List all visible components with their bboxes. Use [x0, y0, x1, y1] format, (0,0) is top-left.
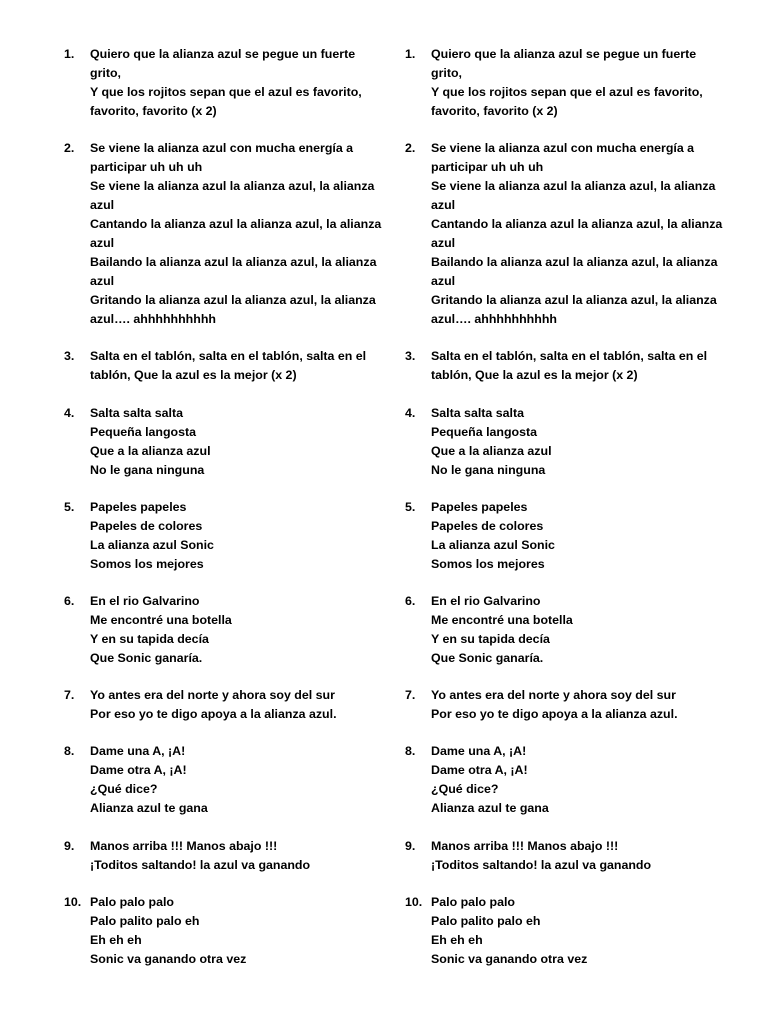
chant-line: Se viene la alianza azul con mucha energía a	[431, 141, 695, 156]
chant-item-7	[405, 686, 725, 724]
chant-line: Pequeña langosta	[431, 424, 538, 439]
chant-line: Papeles papeles	[431, 499, 528, 514]
chant-line: Dame otra A, ¡A!	[431, 763, 528, 778]
chant-line: Papeles de colores	[431, 518, 544, 533]
right-column	[405, 45, 725, 987]
chant-line: azul	[90, 274, 115, 289]
chant-line: Me encontré una botella	[431, 612, 573, 627]
chant-list-left	[64, 45, 384, 969]
chant-line: Sonic va ganando otra vez	[90, 951, 247, 966]
chant-item-1	[405, 45, 725, 121]
chant-line: Yo antes era del norte y ahora soy del sur	[431, 688, 676, 703]
chant-line: Alianza azul te gana	[90, 801, 208, 816]
chant-line: Salta en el tablón, salta en el tablón, salta en el	[90, 349, 367, 364]
chant-line: Somos los mejores	[431, 556, 545, 571]
chant-item-7	[64, 686, 384, 724]
chant-line: Eh eh eh	[90, 932, 142, 947]
chant-item-3	[405, 347, 725, 385]
chant-line: participar uh uh uh	[90, 160, 203, 175]
chant-line: Que a la alianza azul	[431, 443, 552, 458]
chant-line: No le gana ninguna	[90, 462, 205, 477]
chant-line: Cantando la alianza azul la alianza azul, la alianza	[431, 217, 723, 232]
chant-line: azul	[90, 198, 115, 213]
chant-number: 10.	[64, 894, 82, 909]
chant-number: 4.	[405, 405, 416, 420]
chant-line: Y en su tapida decía	[431, 631, 550, 646]
chant-line: En el rio Galvarino	[90, 593, 200, 608]
chant-item-2	[64, 139, 384, 329]
chant-line: Gritando la alianza azul la alianza azul, la alianza	[431, 293, 717, 308]
chant-line: Palo palo palo	[90, 894, 174, 909]
chant-item-10	[64, 893, 384, 969]
chant-line: Y que los rojitos sepan que el azul es favorito,	[431, 85, 703, 99]
chant-line: participar uh uh uh	[431, 160, 544, 175]
chant-line: Manos arriba !!! Manos abajo !!!	[90, 838, 278, 853]
chant-item-5	[64, 498, 384, 574]
chant-line: ¡Toditos saltando! la azul va ganando	[431, 857, 652, 872]
chant-line: tablón, Que la azul es la mejor (x 2)	[90, 368, 297, 383]
chant-line: Por eso yo te digo apoya a la alianza azul.	[431, 707, 678, 722]
chant-line: Gritando la alianza azul la alianza azul, la alianza	[90, 293, 376, 308]
chant-line: azul	[431, 236, 456, 251]
chant-number: 7.	[405, 688, 416, 703]
chant-line: Palo palo palo	[431, 894, 515, 909]
chant-number: 9.	[405, 838, 416, 853]
chant-item-4	[405, 404, 725, 480]
chant-item-6	[405, 592, 725, 668]
chant-line: azul	[431, 274, 456, 289]
chant-line: azul	[431, 198, 456, 213]
chant-item-1	[64, 45, 384, 121]
chant-line: Por eso yo te digo apoya a la alianza azul.	[90, 707, 337, 722]
chant-line: Palo palito palo eh	[431, 913, 541, 928]
chant-line: Dame otra A, ¡A!	[90, 763, 187, 778]
chant-number: 4.	[64, 405, 75, 420]
chant-item-9	[405, 837, 725, 875]
chant-line: ¿Qué dice?	[90, 782, 158, 797]
chant-item-10	[405, 893, 725, 969]
chant-line: Alianza azul te gana	[431, 801, 549, 816]
chant-number: 8.	[405, 744, 416, 759]
chant-line: Quiero que la alianza azul se pegue un fuerte grito,	[90, 47, 356, 80]
chant-line: No le gana ninguna	[431, 462, 546, 477]
chant-line: Papeles papeles	[90, 499, 187, 514]
chant-item-2	[405, 139, 725, 329]
chant-line: Que a la alianza azul	[90, 443, 211, 458]
chant-line: favorito, favorito (x 2)	[431, 104, 558, 118]
chant-line: Se viene la alianza azul con mucha energía a	[90, 141, 354, 156]
chant-line: favorito, favorito (x 2)	[90, 104, 217, 118]
chant-line: Me encontré una botella	[90, 612, 232, 627]
chant-line: Cantando la alianza azul la alianza azul, la alianza	[90, 217, 382, 232]
chant-number: 2.	[64, 141, 75, 156]
chant-line: Palo palito palo eh	[90, 913, 200, 928]
chant-number: 5.	[64, 499, 75, 514]
chant-item-3	[64, 347, 384, 385]
chant-line: Manos arriba !!! Manos abajo !!!	[431, 838, 619, 853]
chant-item-6	[64, 592, 384, 668]
chant-line: Se viene la alianza azul la alianza azul, la alianza	[431, 179, 716, 194]
chant-line: Quiero que la alianza azul se pegue un fuerte grito,	[431, 47, 697, 80]
chant-line: azul…. ahhhhhhhhhh	[431, 312, 557, 327]
chant-line: Que Sonic ganaría.	[431, 650, 544, 665]
chant-line: Y en su tapida decía	[90, 631, 209, 646]
chant-line: Dame una A, ¡A!	[90, 744, 186, 759]
chant-line: Dame una A, ¡A!	[431, 744, 527, 759]
chant-line: azul	[90, 236, 115, 251]
chant-number: 3.	[64, 349, 75, 364]
chant-number: 1.	[405, 47, 416, 61]
chant-number: 6.	[64, 593, 75, 608]
chant-number: 5.	[405, 499, 416, 514]
chant-line: Eh eh eh	[431, 932, 483, 947]
chant-line: Salta en el tablón, salta en el tablón, salta en el	[431, 349, 708, 364]
chant-line: tablón, Que la azul es la mejor (x 2)	[431, 368, 638, 383]
chant-item-8	[405, 742, 725, 818]
chant-line: Y que los rojitos sepan que el azul es favorito,	[90, 85, 362, 99]
chant-number: 7.	[64, 688, 75, 703]
chant-line: Sonic va ganando otra vez	[431, 951, 588, 966]
chant-number: 10.	[405, 894, 423, 909]
chant-item-9	[64, 837, 384, 875]
chant-line: En el rio Galvarino	[431, 593, 541, 608]
chant-line: azul…. ahhhhhhhhhh	[90, 312, 216, 327]
left-column	[64, 45, 384, 987]
chant-line: Salta salta salta	[90, 405, 183, 420]
chant-line: Bailando la alianza azul la alianza azul, la alianza	[431, 255, 718, 270]
chant-line: Bailando la alianza azul la alianza azul, la alianza	[90, 255, 377, 270]
chant-line: Papeles de colores	[90, 518, 203, 533]
chant-line: Se viene la alianza azul la alianza azul, la alianza	[90, 179, 375, 194]
chant-list-right	[405, 45, 725, 969]
chant-number: 8.	[64, 744, 75, 759]
chant-item-5	[405, 498, 725, 574]
chant-item-8	[64, 742, 384, 818]
chant-line: Somos los mejores	[90, 556, 204, 571]
chant-line: La alianza azul Sonic	[431, 537, 555, 552]
chant-line: ¿Qué dice?	[431, 782, 499, 797]
chant-line: ¡Toditos saltando! la azul va ganando	[90, 857, 311, 872]
chant-line: Salta salta salta	[431, 405, 524, 420]
chant-line: Que Sonic ganaría.	[90, 650, 203, 665]
chant-line: Yo antes era del norte y ahora soy del sur	[90, 688, 335, 703]
chant-number: 3.	[405, 349, 416, 364]
chant-item-4	[64, 404, 384, 480]
chant-number: 6.	[405, 593, 416, 608]
chant-number: 2.	[405, 141, 416, 156]
chant-line: Pequeña langosta	[90, 424, 197, 439]
chant-line: La alianza azul Sonic	[90, 537, 214, 552]
chant-number: 9.	[64, 838, 75, 853]
chant-number: 1.	[64, 47, 75, 61]
